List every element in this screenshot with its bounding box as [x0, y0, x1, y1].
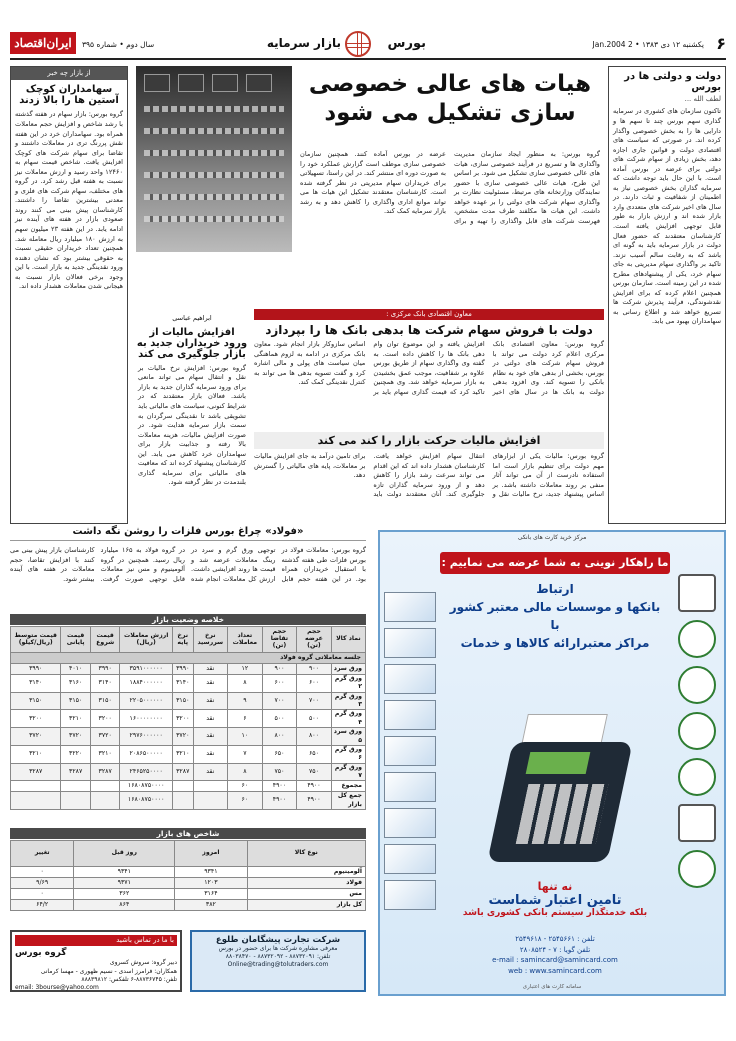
partner-logo-icon [678, 758, 716, 796]
partner-logo-icon [678, 666, 716, 704]
tolou-title: شرکت تجارت پیشگامان طلوع [215, 935, 341, 945]
table-row [11, 745, 366, 763]
table-header-cell: نرخ سررسید [193, 627, 227, 653]
index-table-title: شاخص های بازار [10, 828, 366, 839]
story-kicker-banner: معاون اقتصادی بانک مرکزی : [254, 309, 604, 320]
page-header [10, 30, 726, 60]
right-column-article [608, 66, 726, 524]
table-cell: نقد [193, 710, 227, 728]
table-cell [11, 792, 61, 810]
bank-card-icon [384, 628, 436, 658]
contact-box-title: گروه بورس [15, 948, 67, 959]
table-cell: ۷ [227, 745, 262, 763]
tax-story-body [254, 452, 604, 520]
bank-card-icon [384, 880, 436, 910]
partner-logo-icon [678, 712, 716, 750]
table-cell: نقد [193, 664, 227, 675]
table-cell: ۹۰۰ [262, 664, 296, 675]
table-row-label: ورق سرد [331, 664, 365, 675]
ad-slogan-3: بلکه خدمتگذار سیستم بانکی کشوری باشد [462, 908, 648, 918]
story3-headline: افزایش مالیات از ورود خریداران جدید به بازار جلوگیری می کند [136, 326, 248, 360]
table-cell: ۳۹۹۰ [11, 664, 61, 675]
table-cell: ۲۲۰۵۰۰۰۰۰۰ [120, 692, 172, 710]
tolou-line: معرفی مشاوره شرکت ها برای حضور در بورس [218, 945, 338, 952]
table-cell: ۳۲۱۰ [11, 745, 61, 763]
bank-card-icon [384, 772, 436, 802]
table-cell: ۳۷۲۰ [172, 728, 193, 746]
table-cell: ۳۷۲۰ [61, 728, 90, 746]
table-header-cell: ارزش معاملات (ریال) [120, 627, 172, 653]
table-cell: ۳۲۸۷ [90, 763, 120, 781]
tolou-email[interactable]: Online@trading@tolutraders.com [227, 961, 329, 969]
table-row [11, 900, 366, 911]
table-header-cell: تعداد معاملات [227, 627, 262, 653]
table-header-cell: قیمت پایانی [61, 627, 90, 653]
table-header-cell: امروز [175, 841, 247, 867]
table-header-cell: حجم تقاضا (تن) [262, 627, 296, 653]
table-cell: نقد [193, 692, 227, 710]
story2-headline: دولت با فروش سهام شرکت ها بدهی بانک ها را بپردازد [265, 323, 593, 337]
table-cell: ۳۹۹۰ [172, 664, 193, 675]
pos-terminal-image [460, 702, 640, 872]
tolou-phone: تلفن: ۸۸۷۳۲۰۹۱ - ۸۸۷۳۲۰۹۲ - ۸۸۰۳۸۴۷۰ [225, 953, 331, 961]
metals-headline: «فولاد» چراغ بورس فلزات را روشن نگه داشت [10, 526, 366, 541]
table-cell: ۶۴/۲ [11, 900, 74, 911]
bank-card-icon [384, 664, 436, 694]
market-summary-table [10, 626, 366, 810]
table-cell: ۶۰۰ [297, 675, 332, 693]
table-cell: ۵۰۰ [297, 710, 332, 728]
table-cell: ۳۲۱۰ [90, 745, 120, 763]
tax-headline: افزایش مالیات حرکت بازار را کند می کند [254, 432, 604, 449]
table-cell: ۹۳۴۱ [74, 867, 175, 878]
table-cell: ۸ [227, 763, 262, 781]
left-article-kicker: از بازار چه خبر [11, 67, 127, 80]
table-cell: ۰ [11, 889, 74, 900]
partner-logos-column [673, 574, 721, 934]
table-row [11, 878, 366, 889]
table-header-cell: تغییر [11, 841, 74, 867]
table-row-label: آلومینیوم [247, 867, 366, 878]
table-cell: ۱۲ [227, 664, 262, 675]
main-story-text: گروه بورس: به منظور ایجاد سازمان مدیریت واگذاری ها و تسریع در فرآیند خصوصی سازی، هیات های عالی خصوصی سازی تشکیل می شود. بر اساس این طرح، هیات عالی خصوصی سازی با حضور نمایندگان وزارتخانه های مرتبط، مسئولیت نظارت بر واگذاری سهام شرکت های دولتی را بر عهده خواهد داشت. این هیات ها مکلفند ظرف مدت مشخص، فهرست شرکت های قابل واگذاری را تهیه و برای عرضه در بورس آماده کنند. همچنین سازمان خصوصی سازی موظف است گزارش عملکرد خود را به صورت دوره ای منتشر کند. در این راستا، تسهیلاتی برای خریداران سهام مدیریتی در نظر گرفته شده است. کارشناسان معتقدند تشکیل این هیات ها می تواند موانع اداری واگذاری را کاهش دهد و به رشد بازار سرمایه کمک کند. [300, 150, 600, 225]
metals-body [10, 546, 366, 608]
table-cell: ۴۰۱۰ [61, 664, 90, 675]
table-cell [11, 781, 61, 792]
right-article-body: تاکنون سازمان های کشوری در سرمایه گذاری سهم بورس چند تا سهم ها و دارایی ها را به بخش خصوصی واگذار کرده اند. در صورتی که سیاست های اقتصادی دولت و قوانین جاری اجازه دهد، بخش زیادی از سهام شرکت های دولتی برای عرضه در بورس آماده است. با این حال باید توجه داشت که سرمایه گذاران بخش خصوصی نیاز به اطمینان از شفافیت و ثبات دارند. در سال های اخیر شرکت های متعددی وارد بازار شده اند و ارزش بازار به طور قابل توجهی افزایش یافته است. کارشناسان معتقدند که حضور فعال دولت در بازار سرمایه باید به گونه ای باشد که به رقابت سالم آسیب نزند. تاکید بر واگذاری سهام مدیریتی به جای سهام خرد، یکی از پیشنهادهای مطرح شده در این زمینه است. سازمان بورس همچنین اعلام کرده که برای افزایش نقدشوندگی، فرآیند پذیرش شرکت ها تسریع خواهد شد و اطلاع رسانی به سهامداران بهبود می یابد. [613, 107, 721, 326]
table-cell: ۳۱۴۰ [11, 675, 61, 693]
section-title: بورس [387, 36, 426, 51]
ad-contact-info [440, 934, 670, 976]
table-cell [193, 781, 227, 792]
table-cell: ۴۹۰۰ [297, 781, 332, 792]
ad-top-note: مرکز خرید کارت های بانکی [517, 534, 587, 541]
table-cell: ۸۶۴ [74, 900, 175, 911]
table-cell: ۳۵۹۱۰۰۰۰۰۰ [120, 664, 172, 675]
table-cell: ۸۰۰ [262, 728, 296, 746]
ad-email[interactable]: e-mail : samincard@samincard.com [492, 956, 618, 964]
table-cell: ۳۱۵۰ [11, 692, 61, 710]
story3-text: گروه بورس: افزایش نرخ مالیات بر نقل و انتقال سهام می تواند مانعی برای ورود سرمایه گذاران جدید به بازار باشد. فعالان بازار معتقدند که در شرایط کنونی، سیاست های مالیاتی باید تشویقی باشد تا نقدینگی سرگردان به سمت بازار سرمایه هدایت شود. در صورت افزایش مالیات، هزینه معاملات بالا رفته و جذابیت بازار برای سهامداران خرد کاهش می یابد. این کارشناسان پیشنهاد کرده اند که معافیت های مالیاتی برای سرمایه گذاری بلندمدت در نظر گرفته شود. [138, 363, 246, 487]
left-article-title: سهامداران کوچک آستین ها را بالا زدند [19, 84, 119, 107]
ad-slogan [440, 880, 670, 918]
table-cell: ۹۳۷۱ [74, 878, 175, 889]
table-cell: نقد [193, 675, 227, 693]
table-cell: ۳۲۰۰ [90, 710, 120, 728]
table-cell: ۳۲۱۰ [61, 710, 90, 728]
table-cell [61, 781, 90, 792]
table-row [11, 867, 366, 878]
table-cell: ۹ [227, 692, 262, 710]
table-header-cell: قیمت شروع [90, 627, 120, 653]
table-cell: ۳۱۵۰ [61, 692, 90, 710]
partner-logo-icon [678, 574, 716, 612]
story3-byline: ابراهیم عباسی [172, 314, 212, 322]
table-cell: ۸ [227, 675, 262, 693]
table-cell: ۳۱۵۰ [90, 692, 120, 710]
table-row [11, 664, 366, 675]
market-table-title: خلاصه وضعیت بازار [10, 614, 366, 625]
table-cell: ۳۲۸۷ [11, 763, 61, 781]
contact-line: تلفن: ۸۸۷۳۶۷۴۵-۶ تلفکس: ۸۸۸۳۹۸۱۲ [81, 975, 177, 983]
table-row [11, 728, 366, 746]
table-row-label: ورق گرم ۶ [331, 745, 365, 763]
table-cell: ۳۱۴۰ [90, 675, 120, 693]
table-cell: ۵۰۰ [262, 710, 296, 728]
table-cell [61, 792, 90, 810]
table-row-label: مس [247, 889, 366, 900]
ad-line-3: با [550, 618, 560, 632]
table-header-cell: نرخ پایه [172, 627, 193, 653]
ad-line-4: مراکز معتبرارائه کالاها و خدمات [460, 636, 650, 650]
bank-card-icon [384, 736, 436, 766]
left-article-body: گروه بورس: بازار سهام در هفته گذشته با رشد شاخص و افزایش حجم معاملات همراه بود. سهامداران خرد در این هفته نقش پررنگ تری در معاملات داشتند و تقاضا برای سهام شرکت های کوچک افزایش یافت. شاخص قیمت سهام به ۱۲۴۶۰ واحد رسید و ارزش معاملات نیز نسبت به هفته قبل رشد کرد. در گروه های مختلف، سهام شرکت های فلزی و معدنی بیشترین تقاضا را داشتند. کارشناسان پیش بینی می کنند روند صعودی بازار در هفته های آینده نیز ادامه یابد. در این هفته ۲۳ میلیون سهم به ارزش ۱۸۰ میلیارد ریال معامله شد. همچنین تعداد خریداران حقیقی نسبت به حقوقی بیشتر بود که نشان دهنده ورود نقدینگی جدید به بازار است. با این وجود برخی فعالان بازار نسبت به هیجانی شدن معاملات هشدار داده اند. [15, 110, 123, 291]
table-cell: ۴۹۰۰ [262, 781, 296, 792]
table-cell: ۷۰۰ [297, 692, 332, 710]
table-cell: ۳۲۲۰ [61, 745, 90, 763]
table-cell: ۰ [11, 867, 74, 878]
metals-text: گروه بورس: معاملات فولاد در بورس فلزات طی هفته گذشته با استقبال خریداران همراه بود. در این هفته حجم قابل توجهی ورق گرم و سرد در رینگ معاملات عرضه شد و قیمت ها روند افزایشی داشت. ارزش کل معاملات انجام شده در گروه فولاد به ۱۶۵ میلیارد ریال رسید. همچنین در گروه آلومینیوم و مس نیز معاملات قابل توجهی صورت گرفت. کارشناسان بازار پیش بینی می کنند با افزایش تقاضا، حجم معاملات در هفته های آینده بیشتر شود. [10, 546, 366, 583]
table-cell: ۹۰۰ [297, 664, 332, 675]
table-cell [172, 792, 193, 810]
table-cell: ۲۴۶۵۲۵۰۰۰۰ [120, 763, 172, 781]
ad-line-2: بانکها و موسسات مالی معتبر کشور [449, 600, 661, 614]
newspaper-logo: ایران‌اقتصاد [10, 32, 76, 54]
ad-voice-phone: تلفن گویا : ۷ - ۲۸۰۸۵۲۴ [519, 945, 591, 954]
table-cell: ۹۳۴۱ [175, 867, 247, 878]
section-subtitle: بازار سرمایه [266, 36, 341, 50]
table-cell: ۱۰ [227, 728, 262, 746]
table-cell: ۶۰۰ [262, 675, 296, 693]
trading-floor-photo [136, 66, 292, 252]
table-cell: ۳۱۶۰ [61, 675, 90, 693]
ad-website[interactable]: web : www.samincard.com [508, 966, 602, 975]
table-cell: ۱۶۸۰۸۷۵۰۰۰۰ [120, 792, 172, 810]
left-column-article [10, 66, 128, 524]
ad-footer: سامانه کارت های اعتباری [522, 983, 582, 990]
story3-article [136, 310, 248, 505]
ad-slogan-2: تامین اعتبار شماست [488, 893, 622, 908]
contact-box [10, 930, 182, 992]
table-row [11, 889, 366, 900]
table-cell: ۳۲۸۷ [61, 763, 90, 781]
table-header-cell: نماد کالا [331, 627, 365, 653]
table-cell: ۶۰ [227, 781, 262, 792]
table-cell: نقد [193, 763, 227, 781]
table-cell: ۱۸۸۴۰۰۰۰۰۰ [120, 675, 172, 693]
table-cell: ۶۵۰ [297, 745, 332, 763]
table-cell: ۳۷۲۰ [11, 728, 61, 746]
table-row [11, 763, 366, 781]
table-cell: ۳۲۰۰ [172, 710, 193, 728]
ad-line-1: ارتباط [536, 582, 574, 596]
table-row-label: ورق سرد ۵ [331, 728, 365, 746]
page-number: ۶ [716, 34, 726, 53]
table-cell: ۸۰۰ [297, 728, 332, 746]
table-row-label: ورق گرم ۴ [331, 710, 365, 728]
table-cell: ۳۱۵۰ [172, 692, 193, 710]
bank-card-icon [384, 808, 436, 838]
contact-line: همکاران: فرامرز اسدی - نسیم ظهوری - مهسا کرمانی [40, 967, 177, 975]
table-cell: ۱۶۸۰۸۷۵۰۰۰۰ [120, 781, 172, 792]
table-row-label: ورق گرم ۲ [331, 675, 365, 693]
contact-email: email: 3bourse@yahoo.com [15, 983, 99, 991]
bank-card-icon [384, 700, 436, 730]
table-cell: ۲۰۸۶۵۰۰۰۰۰ [120, 745, 172, 763]
story2-body [254, 340, 604, 425]
table-cell: ۴۹۰۰ [262, 792, 296, 810]
table-row-label: کل بازار [247, 900, 366, 911]
table-cell: ۷۰۰ [262, 692, 296, 710]
table-cell: ۶ [227, 710, 262, 728]
table-row-label: ورق گرم ۷ [331, 763, 365, 781]
table-cell: ۷۵۰ [297, 763, 332, 781]
table-cell: ۱۶۰۰۰۰۰۰۰۰ [120, 710, 172, 728]
bank-cards-column [384, 592, 436, 934]
table-row [11, 692, 366, 710]
table-cell: ۶۰ [227, 792, 262, 810]
bank-card-icon [384, 592, 436, 622]
table-row-label: فولاد [247, 878, 366, 889]
table-group-row [11, 653, 366, 664]
table-cell: ۳۲۰۰ [11, 710, 61, 728]
contact-box-header: با ما در تماس باشید [15, 935, 177, 946]
table-cell: نقد [193, 728, 227, 746]
table-header-cell: روز قبل [74, 841, 175, 867]
table-cell: ۶۵۰ [262, 745, 296, 763]
story2-text: گروه بورس: معاون اقتصادی بانک مرکزی اعلام کرد دولت می تواند با فروش سهام شرکت های دولتی در بورس، بخشی از بدهی های خود به نظام بانکی را تسویه کند. وی افزود بدهی دولت به بانک ها در سال های اخیر افزایش یافته و این موضوع توان وام دهی بانک ها را کاهش داده است. به گفته وی واگذاری سهام از طریق بورس علاوه بر شفافیت، موجب عمق بخشیدن به بازار سرمایه خواهد شد. وی همچنین تاکید کرد که قیمت گذاری سهام باید بر اساس سازوکار بازار انجام شود. معاون بانک مرکزی در ادامه به لزوم هماهنگی میان سیاست های پولی و مالی اشاره کرد و گفت تسویه بدهی ها می تواند به کنترل نقدینگی کمک کند. [254, 340, 604, 396]
partner-logo-icon [678, 850, 716, 888]
table-cell: ۹/۶۹ [11, 878, 74, 889]
table-cell: نقد [193, 745, 227, 763]
main-story-body [300, 150, 600, 300]
table-cell: ۳۸۲ [175, 900, 247, 911]
table-cell: ۳۱۶۴ [175, 889, 247, 900]
bank-card-icon [384, 844, 436, 874]
main-headline: هیات های عالی خصوصی سازی تشکیل می شود [308, 71, 592, 126]
table-cell: ۳۲۸۷ [172, 763, 193, 781]
table-cell: ۱۲۰۳ [175, 878, 247, 889]
table-cell [90, 792, 120, 810]
issue-number: سال دوم • شماره ۳۹۵ [82, 40, 155, 49]
table-cell: ۳۱۴۰ [172, 675, 193, 693]
table-row [11, 792, 366, 810]
right-article-title: دولت و دولتی ها در بورس [624, 71, 721, 93]
ad-slogan-1: نه تنها [537, 880, 573, 893]
table-cell [172, 781, 193, 792]
table-cell: ۳۹۹۰ [90, 664, 120, 675]
ad-banner: ما راهکار نوینی به شما عرضه می نماییم : [440, 552, 670, 574]
contact-line: دبیر گروه: سروش کسروی [109, 959, 177, 967]
table-row [11, 710, 366, 728]
samincard-advertisement [378, 530, 726, 996]
table-cell: ۳۲۱۰ [172, 745, 193, 763]
table-row [11, 781, 366, 792]
right-article-author: لطف الله ... [684, 95, 721, 103]
partner-logo-icon [678, 620, 716, 658]
table-cell: ۲۹۷۶۰۰۰۰۰۰ [120, 728, 172, 746]
table-header-cell: قیمت متوسط (ریال/کیلو) [11, 627, 61, 653]
market-index-table [10, 840, 366, 911]
ad-phone: تلفن : ۲۵۴۵۶۶۱ - ۲۵۴۹۶۱۸ [515, 935, 595, 943]
table-cell [90, 781, 120, 792]
table-header-cell: حجم عرضه (تن) [297, 627, 332, 653]
table-header-cell: نوع کالا [247, 841, 366, 867]
table-row-label: مجموع [331, 781, 365, 792]
table-row-label: جمع کل بازار [331, 792, 365, 810]
table-cell: ۳۷۲۰ [90, 728, 120, 746]
table-row [11, 675, 366, 693]
table-cell: ۴۹۰۰ [297, 792, 332, 810]
table-row-label: ورق گرم ۳ [331, 692, 365, 710]
table-cell: ۳۶۲ [74, 889, 175, 900]
partner-logo-icon [678, 804, 716, 842]
issue-date: یکشنبه ۱۲ دی ۱۳۸۳ • 2 Jan.2004 [592, 40, 704, 49]
tolou-ad-box [190, 930, 366, 992]
tax-story-text: گروه بورس: مالیات یکی از ابزارهای مهم دولت برای تنظیم بازار است اما استفاده نادرست از آن می تواند آثار منفی بر روند معاملات داشته باشد. بر اساس پیشنهاد جدید، نرخ مالیات نقل و انتقال سهام افزایش خواهد یافت. کارشناسان هشدار داده اند که این اقدام می تواند سرعت رشد بازار را کاهش دهد و از ورود سرمایه گذاران تازه جلوگیری کند. آنان معتقدند دولت باید برای تامین درآمد به جای افزایش مالیات بر معاملات، پایه های مالیاتی را گسترش دهد. [254, 452, 604, 499]
table-group-label: جلسه معاملاتی گروه فولاد [11, 653, 366, 664]
table-cell: ۷۵۰ [262, 763, 296, 781]
globe-icon [345, 31, 371, 57]
table-cell [193, 792, 227, 810]
